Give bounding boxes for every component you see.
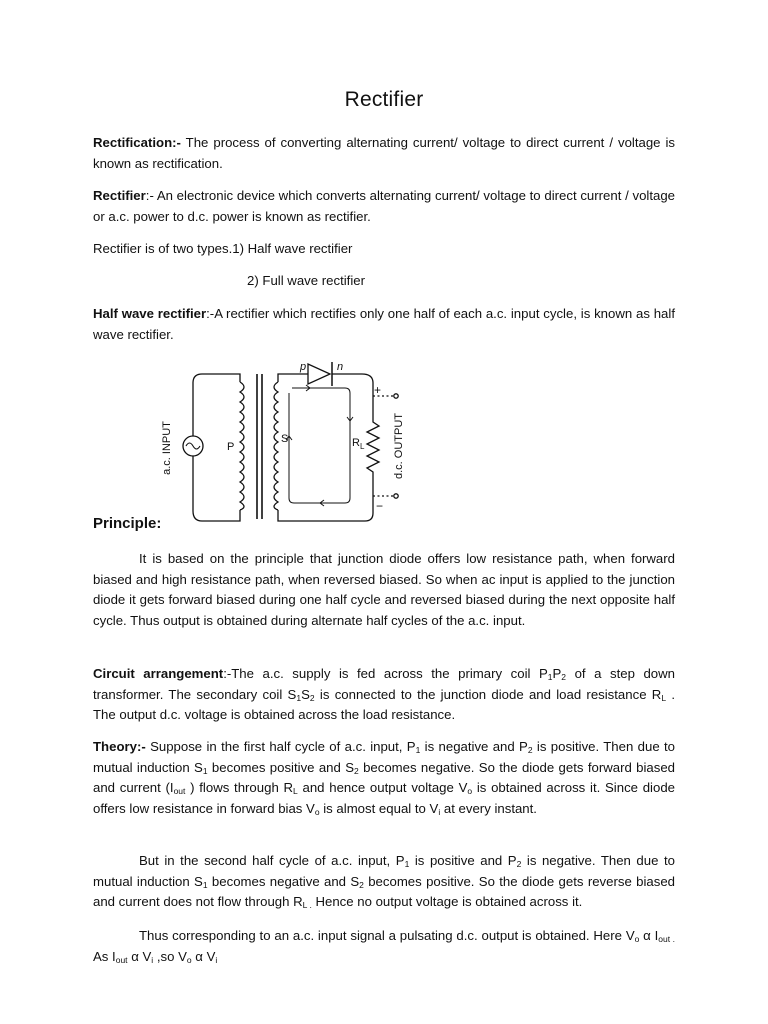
current-path-loop bbox=[289, 388, 350, 503]
second-half-paragraph: But in the second half cycle of a.c. input, $P_1$ is positive and $P_2$ is negative. Then due to mutual induction $S_1$ becomes negative and $S_2$ becomes positive. So the diode gets reverse biased and current does not flow through $R_{L .}$ Hence no output voltage is obtained across it. bbox=[93, 853, 675, 910]
circuit-arrangement-term: Circuit arrangement bbox=[93, 666, 224, 681]
rectifier-term: Rectifier bbox=[93, 188, 146, 203]
dc-output-label: d.c. OUTPUT bbox=[393, 412, 405, 480]
output-terminal-icon bbox=[394, 394, 398, 398]
principle-heading: Principle: bbox=[93, 515, 162, 532]
primary-coil-label: P bbox=[227, 441, 235, 453]
half-wave-definition: Half wave rectifier:-A rectifier which rectifies only one half of each a.c. input cycle, is known as half wave rectifier. bbox=[93, 306, 675, 342]
rectifier-types-second: 2) Full wave rectifier bbox=[247, 273, 365, 288]
secondary-coil-label: S bbox=[281, 433, 289, 445]
theory-paragraph: Theory:- Suppose in the first half cycle of a.c. input, $P_1$ is negative and $P_2$ is positive. Then due to mutual induction $S_1$ becomes positive and $S_2$ becomes negative. So the diode gets forward biased and current ($I_{out}$ ) flows through $R_L$ and hence output voltage $V_o$ is obtained across it. Since diode offers low resistance in forward bias $V_o$ is almost equal to $V_i$ at every instant. bbox=[93, 739, 675, 817]
rectification-definition: Rectification:- The process of converting alternating current/ voltage to direct current / voltage is known as rectification. bbox=[93, 135, 675, 171]
load-resistor-icon bbox=[367, 413, 379, 493]
conclusion-paragraph: Thus corresponding to an a.c. input signal a pulsating d.c. output is obtained. Here $V_o$ α $I_{out .}$ As $I_{out}$ α $V_i$ ,so $V_o$ α $V_i$ bbox=[93, 928, 675, 965]
diode-right-wire bbox=[332, 374, 373, 413]
secondary-coil-icon bbox=[274, 382, 278, 510]
output-terminal-icon bbox=[394, 494, 398, 498]
theory-term: Theory:- bbox=[93, 739, 146, 754]
ac-input-label: a.c. INPUT bbox=[161, 421, 173, 475]
negative-terminal-label: − bbox=[376, 499, 384, 513]
primary-coil-icon bbox=[240, 382, 244, 510]
diode-icon bbox=[308, 364, 330, 384]
diode-n-label: n bbox=[337, 361, 344, 373]
secondary-top-wire bbox=[278, 374, 308, 382]
load-label: $R_L$ bbox=[352, 437, 365, 451]
page-title: Rectifier bbox=[344, 88, 424, 111]
rectifier-definition: Rectifier:- An electronic device which converts alternating current/ voltage to direct current / voltage or a.c. power to d.c. power is known as rectifier. bbox=[93, 188, 675, 224]
positive-terminal-label: + bbox=[374, 383, 382, 397]
diode-p-label: p bbox=[300, 361, 307, 373]
rectification-term: Rectification:- bbox=[93, 135, 181, 150]
principle-paragraph: It is based on the principle that junction diode offers low resistance path, when forward biased and high resistance path, when reversed biased. So when ac input is applied to the junction diode it gets forward biased during one half cycle and reversed biased during the next opposite half cycle. Thus output is obtained during alternate half cycles of the a.c. input. bbox=[93, 551, 675, 628]
half-wave-rectifier-diagram bbox=[160, 356, 430, 526]
rectifier-types-intro: Rectifier is of two types.1) Half wave rectifier bbox=[93, 241, 353, 256]
half-wave-term: Half wave rectifier bbox=[93, 306, 207, 321]
secondary-bottom-wire bbox=[278, 493, 373, 521]
circuit-arrangement-paragraph: Circuit arrangement:-The a.c. supply is fed across the primary coil $P_1P_2$ of a step down transformer. The secondary coil $S_1S_2$ is connected to the junction diode and load resistance $R_L$ . The output d.c. voltage is obtained across the load resistance. bbox=[93, 666, 675, 722]
